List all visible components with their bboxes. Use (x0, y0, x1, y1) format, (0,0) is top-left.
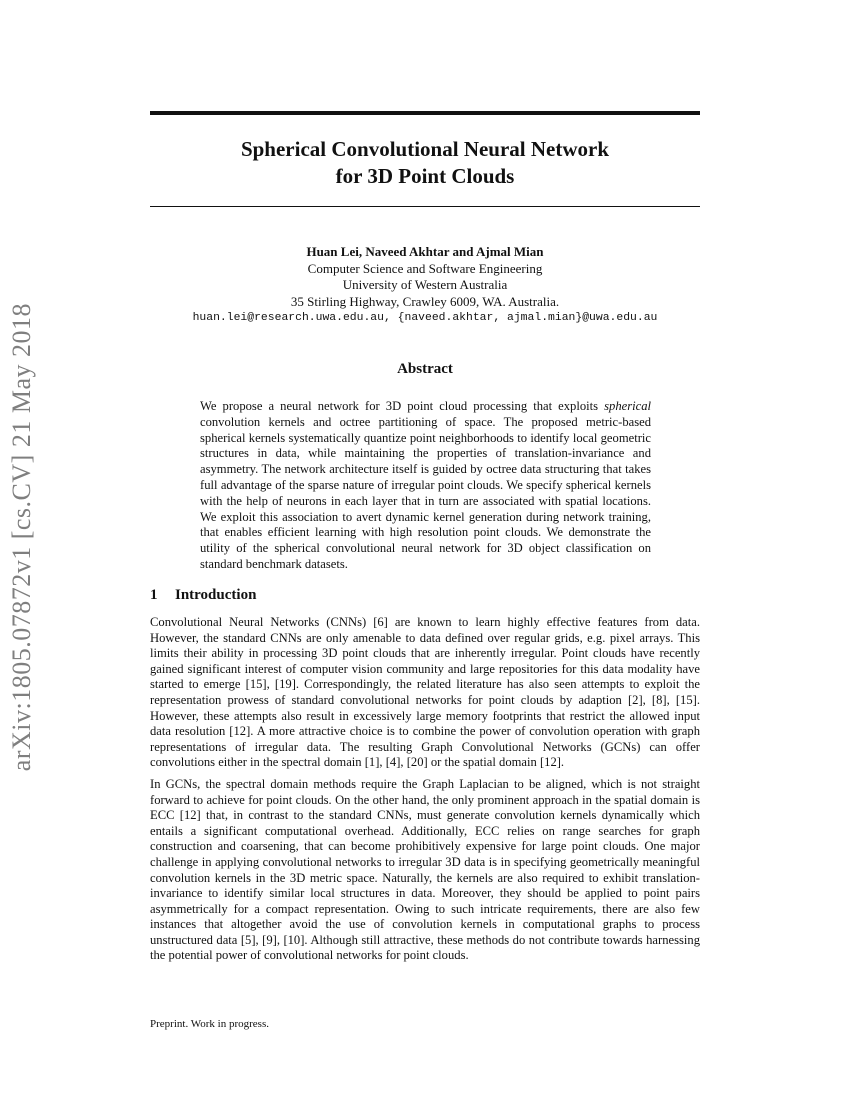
abstract-emphasis: spherical (604, 399, 651, 413)
arxiv-side-stamp (2, 282, 42, 792)
section-heading-introduction (150, 587, 256, 604)
introduction-body (150, 615, 700, 970)
section-number: 1 (150, 587, 158, 603)
abstract-text-rest: convolution kernels and octree partitioning of space. The proposed metric-based spherical kernels systematically quantize point neighborhoods to identify local geometric structures in data, while maintaining the properties of translation-invariance and asymmetry. The network architecture itself is guided by octree data structuring that takes full advantage of the sparse nature of irregular point clouds. We specify spherical kernels with the help of neurons in each layer that in turn are associated with spatial locations. We exploit this association to avert dynamic kernel generation during network training, that enables efficient learning with high resolution point clouds. We demonstrate the utility of the spherical convolutional neural network for 3D object classification on standard benchmark datasets. (200, 414, 651, 571)
abstract-heading: Abstract (397, 361, 453, 377)
abstract-text (200, 399, 651, 573)
introduction-paragraph-2: In GCNs, the spectral domain methods require the Graph Laplacian to be aligned, which is not straight forward to achieve for point clouds. On the other hand, the only prominent approach in the spatial domain is ECC [12] that, in contrast to the standard CNNs, must generate convolution kernels dynamically which entails a significant computational overhead. Additionally, ECC relies on range searches for graph construction and coarsening, that can become prohibitively expensive for large point clouds. One major challenge in applying convolutional networks to irregular 3D data is in specifying geometrically meaningful convolution kernels in the 3D metric space. Naturally, the kernels are also required to exhibit translation-invariance to identify similar local structures in data. Moreover, they should be applied to point pairs asymmetrically for a compact representation. Owing to such intricate requirements, there are also few instances that altogether avoid the use of convolution kernels in computational graphs to process unstructured data [5], [9], [10]. Although still attractive, these methods do not contribute towards harnessing the potential power of convolutional networks for point clouds. (150, 776, 700, 963)
affiliation-university: University of Western Australia (342, 277, 508, 292)
title-bottom-rule (150, 206, 700, 207)
arxiv-identifier: arXiv:1805.07872v1 [cs.CV] 21 May 2018 (7, 302, 36, 772)
author-block (100, 244, 750, 327)
affiliation-address: 35 Stirling Highway, Crawley 6009, WA. Australia. (290, 293, 560, 309)
abstract-text-start: We propose a neural network for 3D point cloud processing that exploits (200, 399, 605, 413)
title-top-rule (150, 111, 700, 115)
introduction-paragraph-1: Convolutional Neural Networks (CNNs) [6] are known to learn highly effective features from data. However, the standard CNNs are only amenable to data defined over regular grids, e.g. pixel arrays. This limits their ability in processing 3D point clouds that are inherently irregular. Point clouds have recently gained significant interest of computer vision community and large repositories for this data modality have started to emerge [15], [19]. Correspondingly, the related literature has also seen attempts to exploit the representation prowess of standard convolutional networks for point clouds by adaption [2], [8], [15]. However, these attempts also result in excessively large memory footprints that restrict the allowed input data resolution [12]. A more attractive choice is to combine the power of convolution operation with graph representations of irregular data. The resulting Graph Convolutional Networks (GCNs) can offer convolutions either in the spectral domain [1], [4], [20] or the spatial domain [12]. (150, 615, 700, 770)
affiliation-department: Computer Science and Software Engineering (307, 260, 543, 276)
author-names: Huan Lei, Naveed Akhtar and Ajmal Mian (306, 244, 544, 259)
title-line-2: for 3D Point Clouds (335, 164, 515, 188)
section-title: Introduction (175, 587, 257, 603)
preprint-footnote: Preprint. Work in progress. (150, 1018, 269, 1030)
author-emails: huan.lei@research.uwa.edu.au, {naveed.akhtar, ajmal.mian}@uwa.edu.au (192, 312, 658, 324)
paper-title (150, 136, 700, 190)
title-line-1: Spherical Convolutional Neural Network (240, 137, 610, 161)
